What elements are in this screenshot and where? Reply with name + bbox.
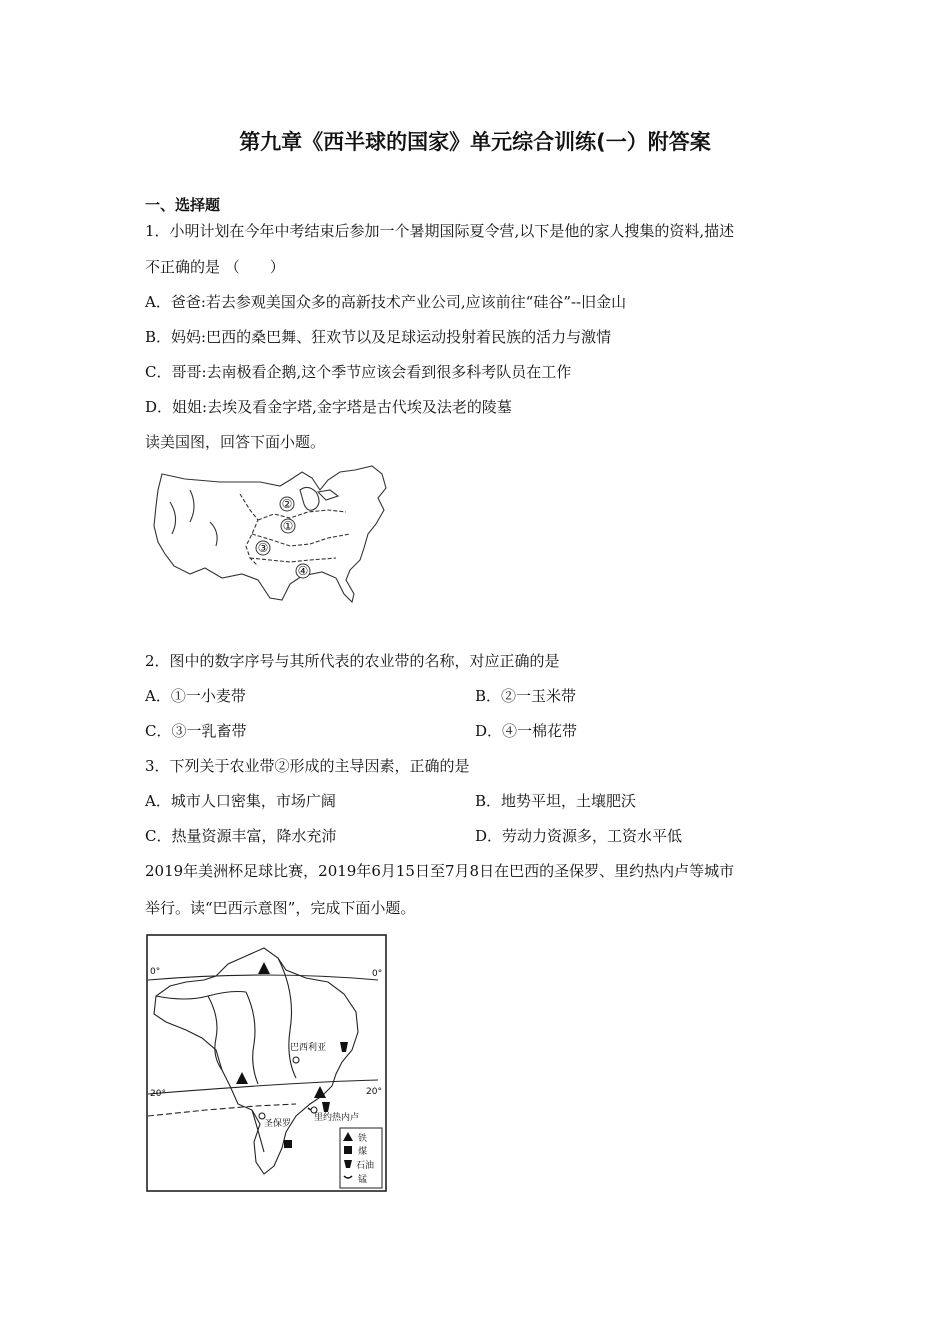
q1-stem-line2: 不正确的是 （ ） [145, 258, 285, 276]
q3-option-c: C．热量资源丰富，降水充沛 [145, 827, 337, 845]
coal-symbol [284, 1140, 292, 1148]
us-map-intro: 读美国图，回答下面小题。 [145, 433, 326, 451]
brazil-intro-line1: 2019年美洲杯足球比赛，2019年6月15日至7月8日在巴西的圣保罗、里约热内卢等城市 [145, 862, 735, 880]
legend-coal: 煤 [358, 1147, 368, 1157]
q3-stem: 3．下列关于农业带②形成的主导因素，正确的是 [145, 757, 470, 775]
city-saopaulo: 圣保罗 [264, 1119, 292, 1129]
us-label-4: ④ [297, 564, 309, 578]
us-label-3: ③ [257, 541, 269, 555]
q2-option-c: C．③一乳畜带 [145, 722, 247, 740]
legend [340, 1128, 382, 1188]
q2-option-d: D．④一棉花带 [475, 722, 578, 740]
legend-coal-symbol [344, 1146, 352, 1154]
us-outline [154, 466, 386, 602]
city-brasilia: 巴西利亚 [290, 1043, 327, 1053]
lat-0-left: 0° [150, 967, 161, 977]
q3-option-b: B．地势平坦，土壤肥沃 [475, 792, 637, 810]
q1-option-c: C．哥哥:去南极看企鹅,这个季节应该会看到很多科考队员在工作 [145, 363, 572, 381]
us-map [150, 462, 398, 612]
legend-iron: 铁 [358, 1134, 368, 1144]
legend-oil: 石油 [356, 1161, 375, 1171]
q3-option-d: D．劳动力资源多，工资水平低 [475, 827, 683, 845]
city-rio: 里约热内卢 [314, 1113, 360, 1123]
lat-0-right: 0° [372, 969, 383, 979]
lat-20-left: 20° [150, 1089, 166, 1099]
us-label-1: ① [282, 519, 294, 533]
legend-manganese: 锰 [358, 1175, 368, 1185]
brazil-map [146, 934, 388, 1194]
q1-option-a: A．爸爸:若去参观美国众多的高新技术产业公司,应该前往“硅谷”--旧金山 [145, 293, 627, 311]
q2-option-b: B．②一玉米带 [475, 687, 577, 705]
boundary-lines [240, 494, 350, 566]
great-lakes [300, 487, 338, 510]
q1-option-b: B．妈妈:巴西的桑巴舞、狂欢节以及足球运动投射着民族的活力与激情 [145, 328, 612, 346]
coast-detail [170, 490, 217, 546]
q3-option-a: A．城市人口密集，市场广阔 [145, 792, 336, 810]
page-title: 第九章《西半球的国家》单元综合训练(一）附答案 [239, 130, 711, 154]
q1-stem-line1: 1．小明计划在今年中考结束后参加一个暑期国际夏令营,以下是他的家人搜集的资料,描述 [145, 222, 735, 240]
q1-option-d: D．姐姐:去埃及看金字塔,金字塔是古代埃及法老的陵墓 [145, 398, 512, 416]
us-label-2: ② [281, 497, 293, 511]
lat-20-right: 20° [366, 1087, 382, 1097]
q2-stem: 2．图中的数字序号与其所代表的农业带的名称，对应正确的是 [145, 652, 560, 670]
q2-option-a: A．①一小麦带 [145, 687, 246, 705]
brasilia-marker [293, 1057, 299, 1063]
brazil-intro-line2: 举行。读“巴西示意图”，完成下面小题。 [145, 899, 416, 917]
section-heading: 一、选择题 [145, 196, 221, 214]
